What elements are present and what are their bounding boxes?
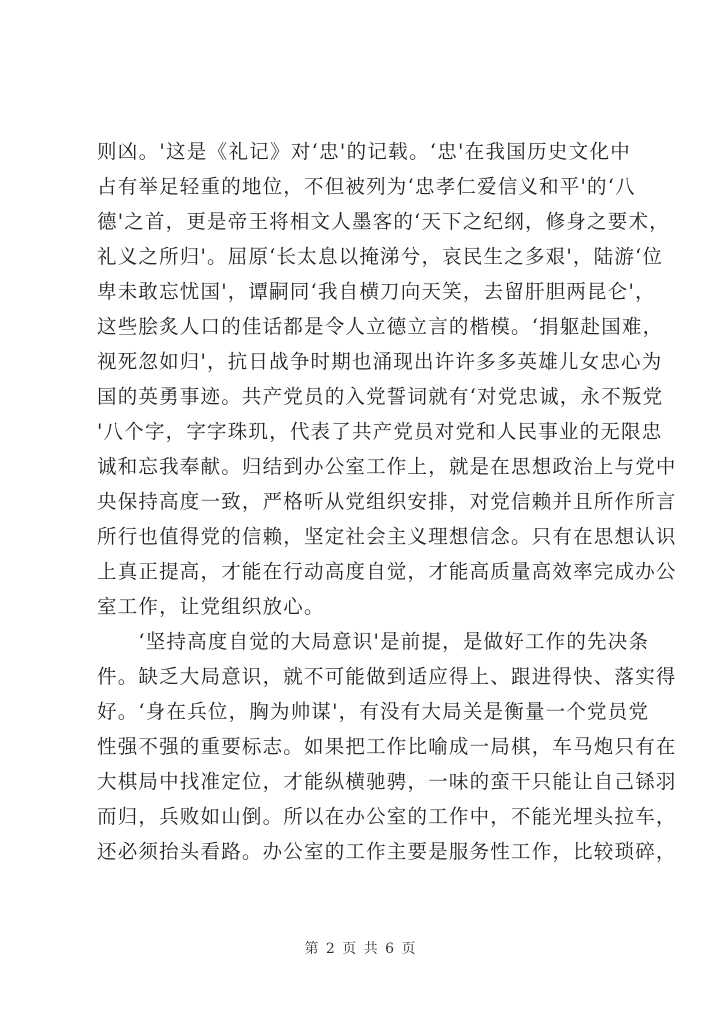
text-line: 好。‘身在兵位，胸为帅谋'，有没有大局关是衡量一个党员党: [97, 700, 650, 723]
text-line: 这些脍炙人口的佳话都是令人立德立言的楷模。‘捐躯赴国难，: [97, 315, 664, 338]
text-line: 性强不强的重要标志。如果把工作比喻成一局棋，车马炮只有在: [97, 735, 677, 758]
page-number-footer: 第 2 页 共 6 页: [304, 941, 416, 957]
text-line: 国的英勇事迹。共产党员的入党誓词就有‘对党忠诚，永不叛党: [97, 385, 664, 408]
text-line: 上真正提高，才能在行动高度自觉，才能高质量高效率完成办公: [97, 560, 677, 583]
text-line: 视死忽如归'，抗日战争时期也涌现出许许多多英雄儿女忠心为: [97, 350, 663, 373]
text-line: 所行也值得党的信赖，坚定社会主义理想信念。只有在思想认识: [97, 525, 677, 548]
text-line: 占有举足轻重的地位，不但被列为‘忠孝仁爱信义和平'的‘八: [97, 175, 636, 198]
text-line: '八个字，字字珠玑，代表了共产党员对党和人民事业的无限忠: [97, 420, 663, 443]
text-line: 室工作，让党组织放心。: [97, 595, 325, 618]
text-line: 央保持高度一致，严格听从党组织安排，对党信赖并且所作所言: [97, 490, 677, 513]
text-line: 卑未敢忘忧国'，谭嗣同‘我自横刀向天笑，去留肝胆两昆仑'，: [97, 280, 656, 303]
text-line: 大棋局中找准定位，才能纵横驰骋，一味的蛮干只能让自己铩羽: [97, 770, 677, 793]
paragraph-start-line: ‘坚持高度自觉的大局意识'是前提，是做好工作的先决条: [97, 630, 650, 653]
text-line: 还必须抬头看路。办公室的工作主要是服务性工作，比较琐碎，: [97, 840, 677, 863]
text-line: 诚和忘我奉献。归结到办公室工作上，就是在思想政治上与党中: [97, 455, 677, 478]
text-line: 则凶。'这是《礼记》对‘忠'的记载。‘忠'在我国历史文化中: [97, 140, 631, 163]
text-line: 而归，兵败如山倒。所以在办公室的工作中，不能光埋头拉车，: [97, 805, 677, 828]
text-line: 件。缺乏大局意识，就不可能做到适应得上、跟进得快、落实得: [97, 665, 677, 688]
body-text: [97, 134, 677, 869]
text-line: 德'之首，更是帝王将相文人墨客的‘天下之纪纲，修身之要术，: [97, 210, 670, 233]
text-line: 礼义之所归'。屈原‘长太息以掩涕兮，哀民生之多艰'，陆游‘位: [97, 245, 664, 268]
